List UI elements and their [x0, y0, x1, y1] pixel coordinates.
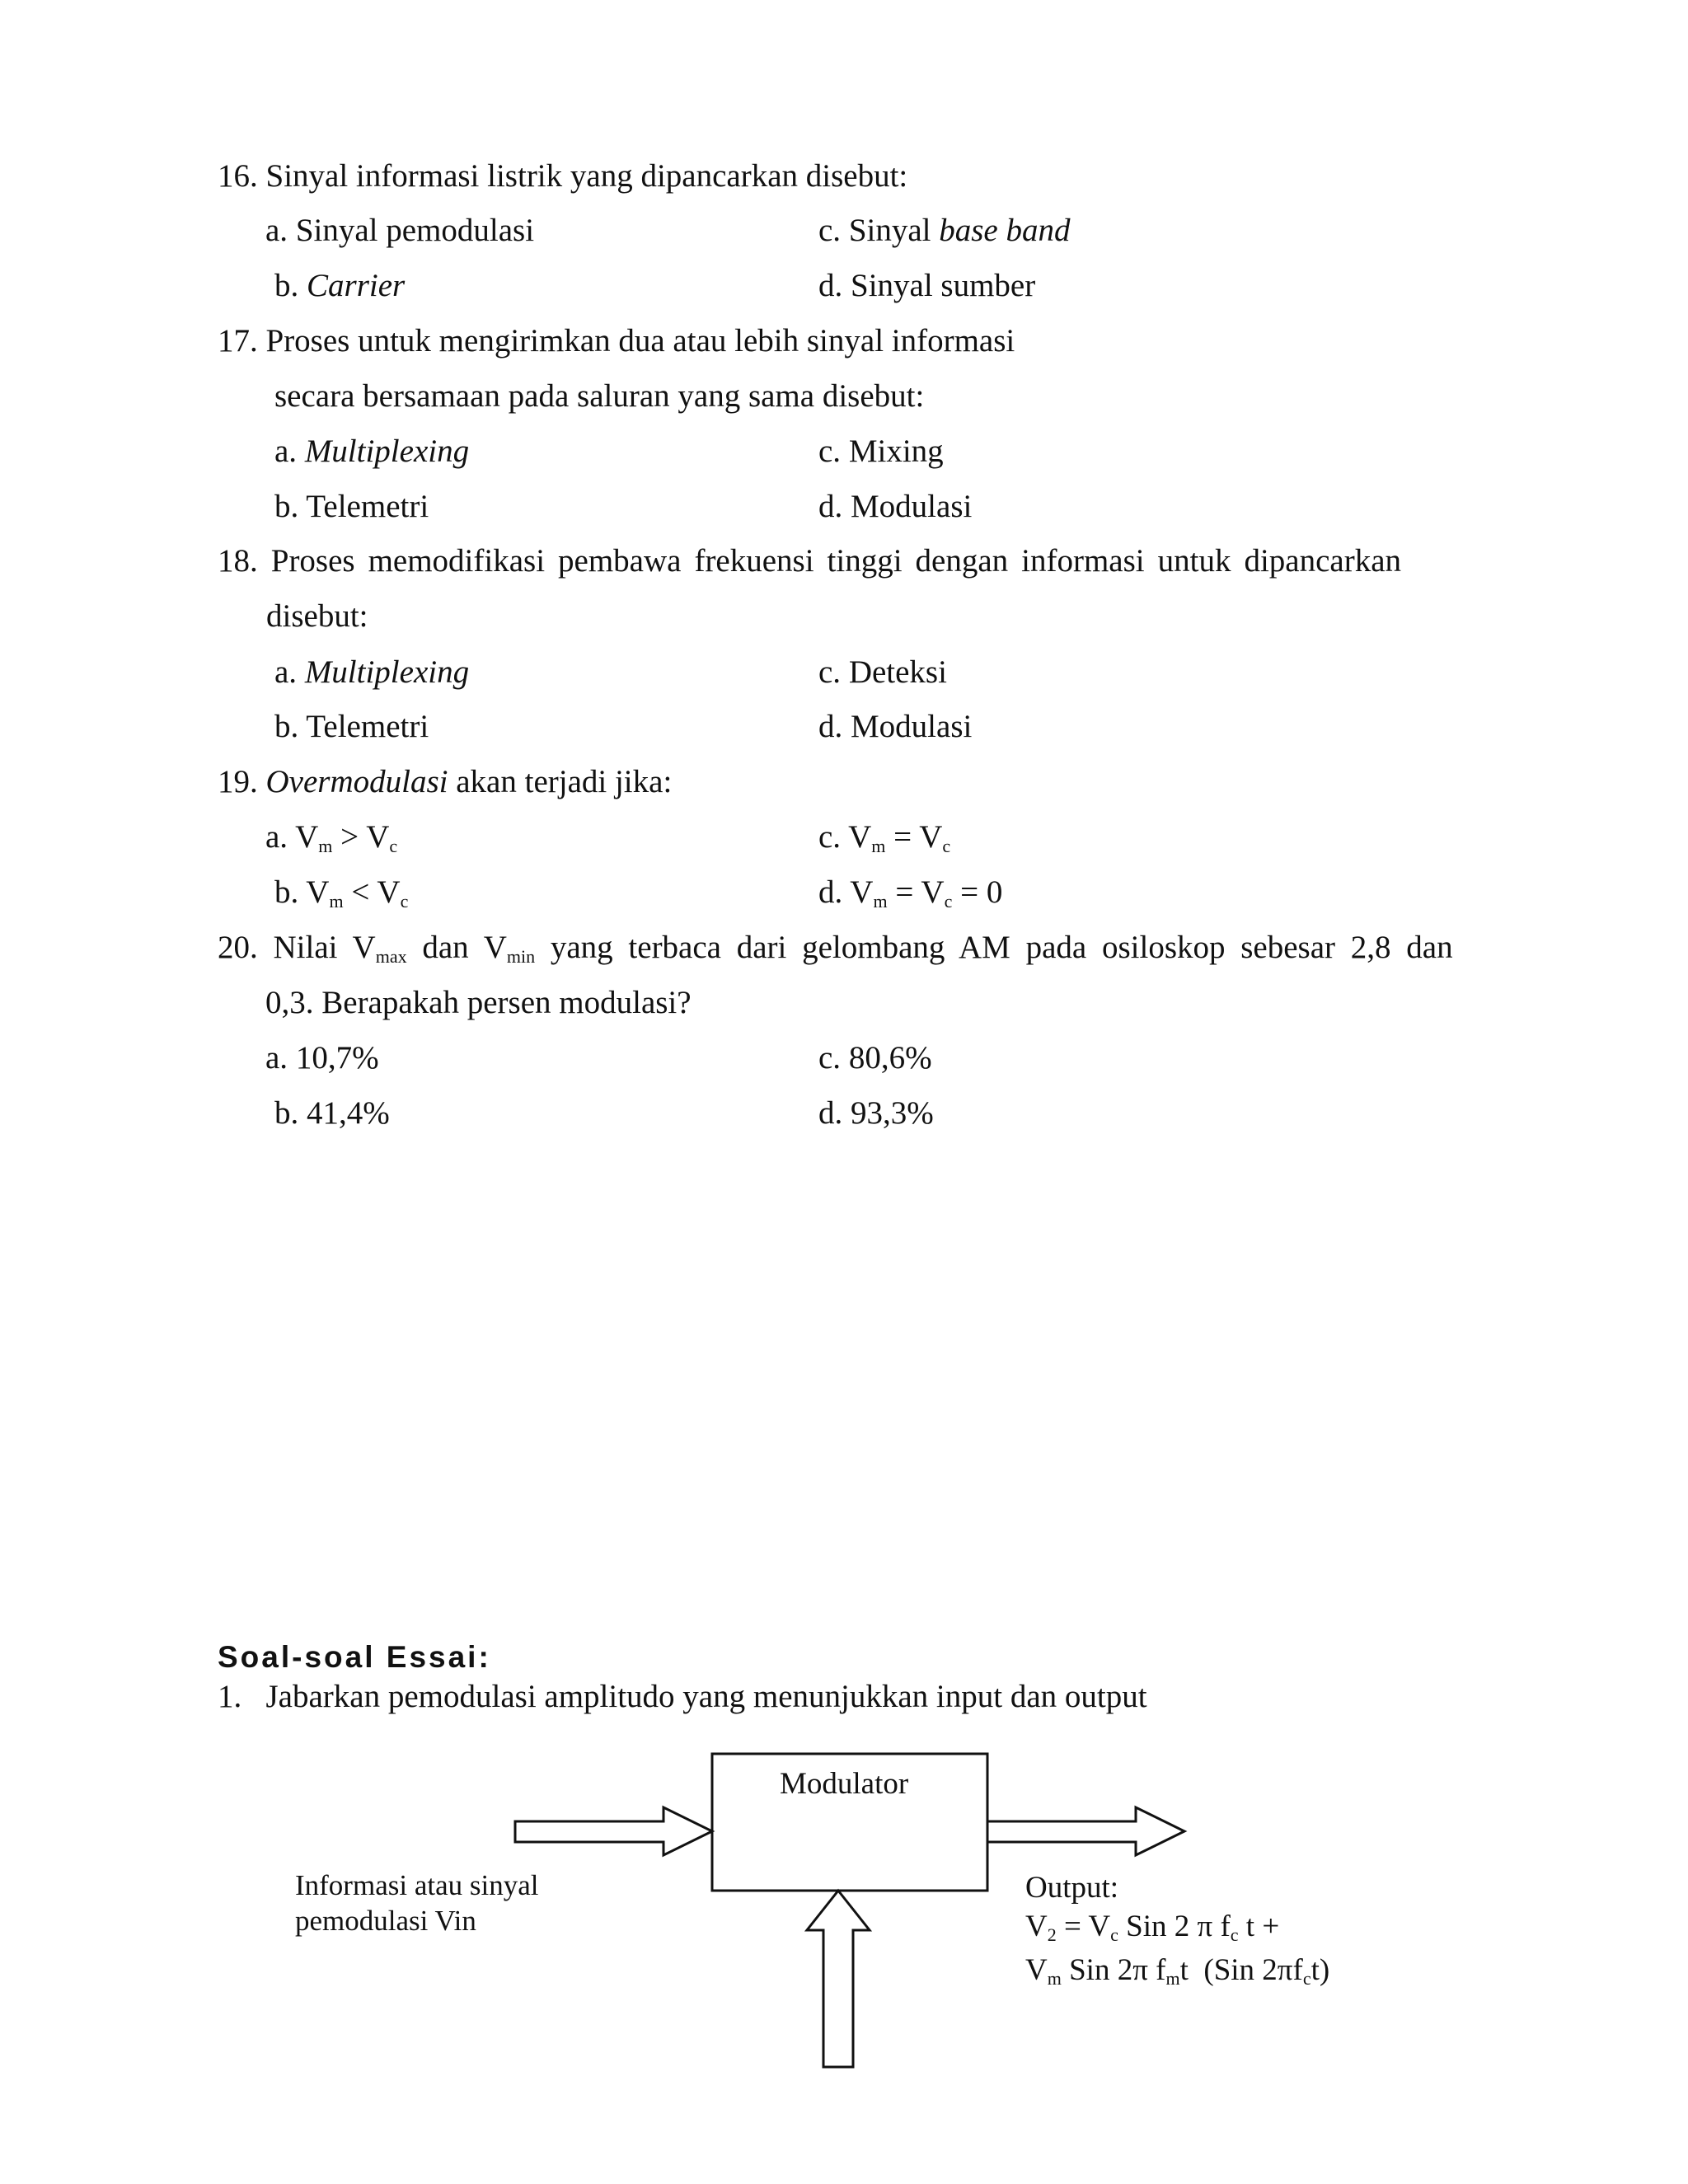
eq1-v: V: [1025, 1910, 1048, 1943]
question-19-text-italic: Overmodulasi: [265, 764, 448, 799]
output-arrow: [987, 1807, 1184, 1855]
option-v2: V: [366, 819, 390, 855]
option-letter: a.: [265, 819, 288, 855]
option-sub2: c: [942, 836, 951, 856]
eq2-t: t: [1179, 1953, 1189, 1987]
option-v1: V: [848, 819, 872, 855]
question-16-number: 16.: [218, 158, 258, 194]
option-sub1: m: [873, 891, 888, 912]
option-sub1: m: [318, 836, 333, 856]
option-text: Multiplexing: [304, 654, 470, 690]
option-letter: c.: [818, 1040, 842, 1076]
option-text: Telemetri: [306, 489, 429, 524]
option-text: Carrier: [307, 268, 406, 303]
option-text-italic: base band: [939, 213, 1071, 248]
option-text: Sinyal: [848, 213, 931, 248]
eq1-f-sub: c: [1230, 1924, 1239, 1945]
eq2-paren: (Sin 2πf: [1203, 1953, 1303, 1987]
carrier-arrow: [807, 1891, 870, 2067]
option-v1: V: [850, 874, 874, 910]
option-text: 80,6%: [848, 1040, 932, 1076]
option-letter: b.: [274, 1095, 299, 1131]
option-letter: a.: [265, 213, 288, 248]
eq1-eq: = V: [1063, 1910, 1111, 1943]
output-equation-line2: [1025, 1953, 1330, 1989]
eq1-c-sub: c: [1110, 1924, 1118, 1945]
question-20-part1: Nilai V: [273, 930, 376, 965]
input-label-line1: Informasi atau sinyal: [295, 1869, 539, 1901]
option-text: Multiplexing: [304, 434, 470, 469]
question-19-number: 19.: [218, 764, 258, 799]
question-17-number: 17.: [218, 323, 258, 359]
option-v1: V: [295, 819, 319, 855]
option-letter: a.: [274, 654, 298, 690]
option-operator: <: [351, 874, 370, 910]
question-18-text: Proses memodifikasi pembawa frekuensi tinggi dengan informasi untuk dipancarkan: [270, 543, 1402, 579]
question-20-sub-min: min: [506, 946, 536, 967]
option-letter: d.: [818, 709, 843, 744]
option-tail: = 0: [960, 874, 1003, 910]
option-letter: d.: [818, 268, 843, 303]
eq2-close: t): [1311, 1953, 1330, 1987]
eq1-tail: t +: [1245, 1910, 1280, 1943]
option-text: 93,3%: [851, 1095, 934, 1131]
question-16-text: Sinyal informasi listrik yang dipancarkan disebut:: [265, 158, 908, 194]
output-title: Output:: [1025, 1871, 1119, 1905]
option-sub2: c: [389, 836, 398, 856]
option-text: 10,7%: [295, 1040, 379, 1076]
option-sub2: c: [944, 891, 953, 912]
question-20-sub-max: max: [375, 946, 407, 967]
input-label-line2: pemodulasi Vin: [295, 1905, 476, 1937]
essay-heading: Soal-soal Essai:: [218, 1640, 491, 1674]
eq2-paren-sub: c: [1302, 1968, 1311, 1989]
option-text: Deteksi: [848, 654, 947, 690]
option-operator: >: [340, 819, 359, 855]
option-letter: b.: [274, 874, 299, 910]
option-operator: =: [893, 819, 912, 855]
option-sub1: m: [871, 836, 886, 856]
output-equation-line1: [1025, 1910, 1280, 1945]
question-20-stem-line2: 0,3. Berapakah persen modulasi?: [265, 985, 692, 1020]
option-v2: V: [921, 874, 945, 910]
option-sub1: m: [329, 891, 344, 912]
option-text: Telemetri: [306, 709, 429, 744]
option-text: 41,4%: [307, 1095, 390, 1131]
option-text: Mixing: [848, 434, 944, 469]
option-text: Sinyal sumber: [851, 268, 1036, 303]
option-letter: d.: [818, 874, 843, 910]
question-18-stem-line2: disebut:: [266, 598, 368, 634]
option-letter: b.: [274, 709, 299, 744]
option-text: Sinyal pemodulasi: [295, 213, 535, 248]
option-letter: c.: [818, 819, 842, 855]
option-letter: c.: [818, 654, 842, 690]
eq2-v-sub: m: [1047, 1968, 1062, 1989]
option-letter: a.: [265, 1040, 288, 1076]
question-17-text: Proses untuk mengirimkan dua atau lebih sinyal informasi: [265, 323, 1015, 359]
option-text: Modulasi: [851, 489, 973, 524]
question-17-stem-line2: secara bersamaan pada saluran yang sama disebut:: [274, 378, 925, 414]
question-18-number: 18.: [218, 543, 258, 579]
option-sub2: c: [400, 891, 409, 912]
option-v2: V: [919, 819, 943, 855]
eq1-v-sub: 2: [1047, 1924, 1057, 1945]
option-text: Modulasi: [851, 709, 973, 744]
option-letter: a.: [274, 434, 298, 469]
option-v2: V: [377, 874, 401, 910]
input-arrow: [515, 1807, 712, 1855]
essay-question-1-text: Jabarkan pemodulasi amplitudo yang menunjukkan input dan output: [265, 1679, 1147, 1714]
essay-question-1-number: 1.: [218, 1679, 242, 1714]
option-operator: =: [895, 874, 914, 910]
question-20-part2: dan V: [422, 930, 507, 965]
eq2-sin: Sin 2π f: [1069, 1953, 1166, 1987]
option-letter: c.: [818, 213, 842, 248]
option-letter: b.: [274, 268, 299, 303]
question-19-text: akan terjadi jika:: [456, 764, 673, 799]
question-20-number: 20.: [218, 930, 258, 965]
eq1-sin: Sin 2 π f: [1126, 1910, 1231, 1943]
modulator-label: Modulator: [780, 1767, 909, 1801]
option-letter: d.: [818, 1095, 843, 1131]
question-20-part3: yang terbaca dari gelombang AM pada osiloskop sebesar 2,8 dan: [550, 930, 1453, 965]
option-v1: V: [306, 874, 330, 910]
option-letter: c.: [818, 434, 842, 469]
eq2-f-sub: m: [1165, 1968, 1180, 1989]
eq2-v: V: [1025, 1953, 1048, 1987]
option-letter: b.: [274, 489, 299, 524]
option-letter: d.: [818, 489, 843, 524]
